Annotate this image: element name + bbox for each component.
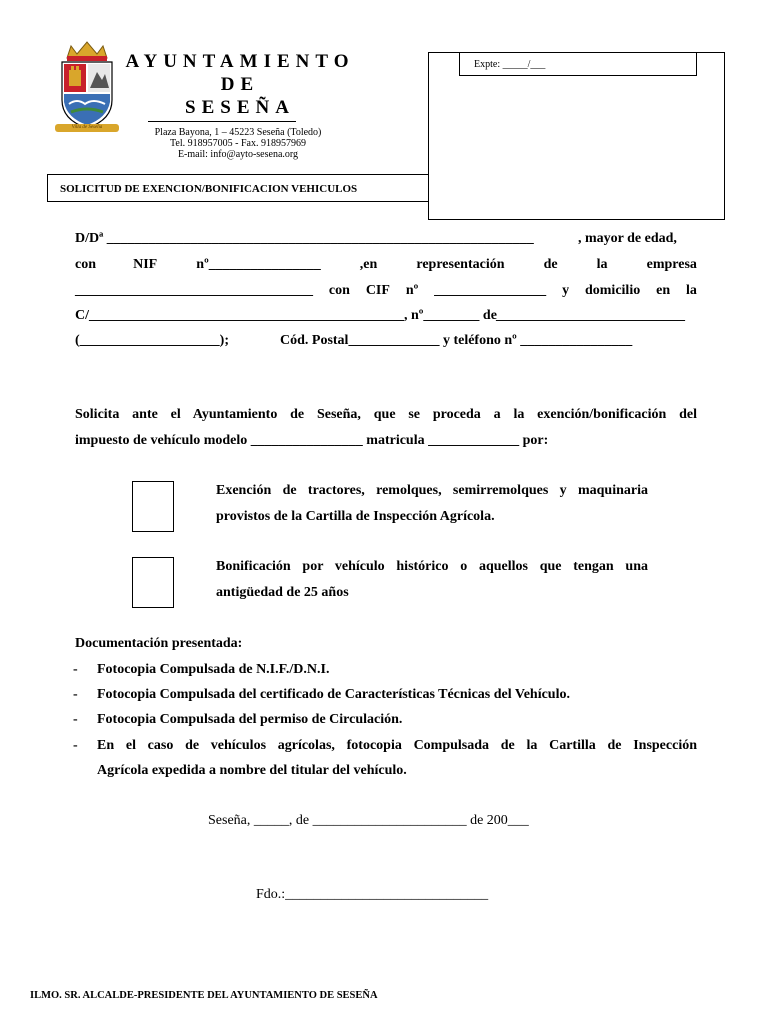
text-con-2: con bbox=[328, 283, 350, 298]
registry-stamp-box bbox=[428, 52, 725, 220]
applicant-name-field[interactable]: D/Dª _____________________________________________________________ bbox=[75, 231, 534, 246]
text-representacion: representación bbox=[416, 257, 505, 272]
text-la: la bbox=[596, 257, 608, 272]
doc-item-4: - En el caso de vehículos agrícolas, fotocopia Compulsada de la Cartilla de Inspección bbox=[73, 738, 697, 753]
council-phone: Tel. 918957005 - Fax. 918957969 bbox=[170, 138, 306, 149]
text-de: de bbox=[543, 257, 558, 272]
doc-item-4-continuation: Agrícola expedida a nombre del titular del vehículo. bbox=[97, 763, 407, 778]
documentation-heading: Documentación presentada: bbox=[75, 636, 243, 651]
doc-item-2-text: Fotocopia Compulsada del certificado de Características Técnicas del Vehículo. bbox=[97, 687, 570, 702]
council-title-line-2: DE bbox=[220, 74, 260, 95]
town-field[interactable]: ___________________________ bbox=[496, 308, 685, 323]
doc-item-3-text: Fotocopia Compulsada del permiso de Circulación. bbox=[97, 712, 403, 727]
doc-item-4-text: En el caso de vehículos agrícolas, fotocopia Compulsada de la Cartilla de Inspección bbox=[97, 738, 697, 753]
form-title: SOLICITUD DE EXENCION/BONIFICACION VEHICULOS bbox=[47, 174, 429, 202]
exemption-label-line-2: provistos de la Cartilla de Inspección Agrícola. bbox=[216, 509, 495, 524]
text-no: nº bbox=[405, 283, 419, 298]
bonus-label-line-1: Bonificación por vehículo histórico o aquellos que tengan una bbox=[216, 559, 648, 574]
text-domicilio: domicilio bbox=[584, 283, 641, 298]
text-en-2: en bbox=[656, 283, 671, 298]
crest-ribbon: Villa de Seseña bbox=[55, 124, 119, 132]
postal-phone-field[interactable]: Cód. Postal_____________ y teléfono nº ________________ bbox=[280, 333, 633, 348]
applicant-nif-row bbox=[75, 256, 697, 274]
date-line[interactable]: Seseña, _____, de ______________________ de 200___ bbox=[208, 813, 529, 828]
text-con: con bbox=[75, 257, 96, 272]
text-y: y bbox=[562, 283, 570, 298]
text-cif: CIF bbox=[365, 283, 390, 298]
request-line-2[interactable]: impuesto de vehículo modelo ________________ matricula _____________ por: bbox=[75, 433, 549, 448]
bonus-checkbox[interactable] bbox=[132, 557, 174, 608]
doc-item-3: - Fotocopia Compulsada del permiso de Circulación. bbox=[73, 712, 403, 727]
company-name-field[interactable]: __________________________________ bbox=[75, 283, 313, 298]
doc-item-1-text: Fotocopia Compulsada de N.I.F./D.N.I. bbox=[97, 662, 330, 677]
signature-line[interactable]: Fdo.:_____________________________ bbox=[256, 887, 489, 902]
council-email: E-mail: info@ayto-sesena.org bbox=[177, 149, 299, 160]
street-field[interactable]: C/_____________________________________________, nº________ de bbox=[75, 308, 497, 323]
council-title-line-1: AYUNTAMIENTO bbox=[125, 51, 355, 72]
doc-item-2: - Fotocopia Compulsada del certificado de Características Técnicas del Vehículo. bbox=[73, 687, 570, 702]
council-address: Plaza Bayona, 1 – 45223 Seseña (Toledo) bbox=[154, 127, 322, 138]
request-line-1: Solicita ante el Ayuntamiento de Seseña, que se proceda a la exención/bonificación del bbox=[75, 407, 697, 422]
doc-item-1: - Fotocopia Compulsada de N.I.F./D.N.I. bbox=[73, 662, 330, 677]
nif-field[interactable]: nº________________ bbox=[196, 257, 321, 272]
exemption-checkbox[interactable] bbox=[132, 481, 174, 532]
addressee-footer: ILMO. SR. ALCALDE-PRESIDENTE DEL AYUNTAMIENTO DE SESEÑA bbox=[30, 990, 378, 1001]
title-underline bbox=[148, 121, 296, 122]
exemption-label-line-1: Exención de tractores, remolques, semirremolques y maquinaria bbox=[216, 483, 648, 498]
applicant-age-label: , mayor de edad, bbox=[578, 231, 677, 246]
cif-field[interactable]: ________________ bbox=[434, 283, 547, 298]
company-cif-row bbox=[75, 282, 697, 300]
municipal-crest bbox=[57, 40, 117, 132]
council-title-line-3: SESEÑA bbox=[185, 97, 295, 118]
expte-field[interactable]: Expte: _____/___ bbox=[459, 52, 697, 76]
text-empresa: empresa bbox=[646, 257, 697, 272]
bonus-label-line-2: antigüedad de 25 años bbox=[216, 585, 349, 600]
text-nif: NIF bbox=[133, 257, 158, 272]
province-field[interactable]: (____________________); bbox=[75, 333, 229, 348]
text-en: ,en bbox=[359, 257, 378, 272]
text-la-2: la bbox=[686, 283, 697, 298]
